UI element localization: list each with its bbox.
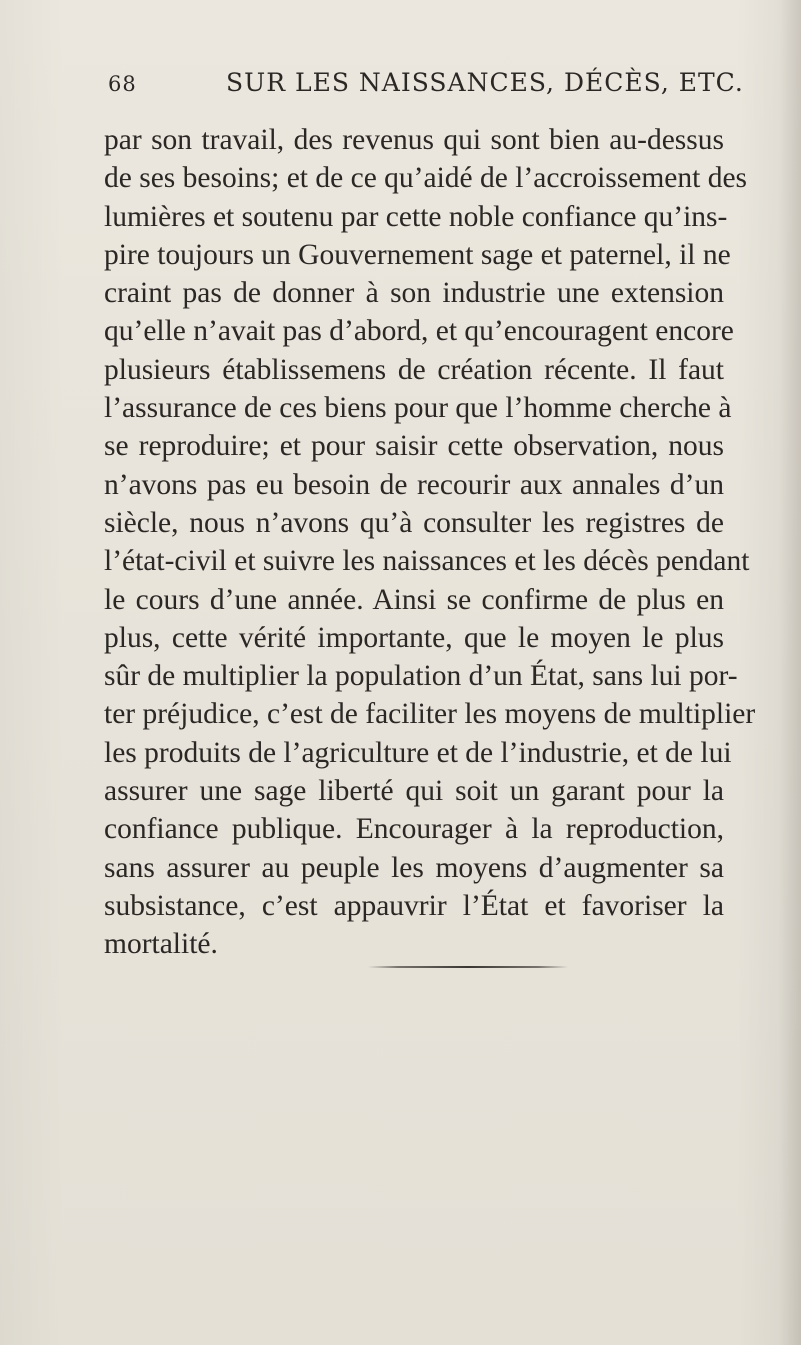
text-line: qu’elle n’avait pas d’abord, et qu’encouragent encore — [104, 315, 734, 348]
running-head: SUR LES NAISSANCES, DÉCÈS, ETC. — [226, 68, 744, 97]
page-edge-shadow — [779, 0, 801, 1345]
text-line: plusieurs établissemens de création récente. Il faut — [104, 353, 724, 386]
text-line: siècle, nous n’avons qu’à consulter les registres de — [104, 506, 724, 539]
text-line: l’assurance de ces biens pour que l’homme cherche à — [104, 392, 732, 425]
text-line: craint pas de donner à son industrie une extension — [104, 277, 724, 310]
text-line: sûr de multiplier la population d’un État, sans lui por- — [104, 660, 738, 693]
text-line: ter préjudice, c’est de faciliter les moyens de multiplier — [104, 698, 756, 731]
text-line: assurer une sage liberté qui soit un garant pour la — [104, 775, 724, 808]
text-line: mortalité. — [104, 928, 218, 961]
page-number: 68 — [108, 72, 137, 96]
text-line: par son travail, des revenus qui sont bien au-dessus — [104, 124, 724, 156]
page-header — [108, 68, 744, 102]
text-line: confiance publique. Encourager à la reproduction, — [104, 813, 724, 846]
text-line: les produits de l’agriculture et de l’industrie, et de lui — [104, 736, 732, 769]
text-line: de ses besoins; et de ce qu’aidé de l’accroissement des — [104, 162, 748, 195]
text-line: se reproduire; et pour saisir cette observation, nous — [104, 430, 724, 463]
text-line: sans assurer au peuple les moyens d’augmenter sa — [104, 851, 724, 884]
text-line: subsistance, c’est appauvrir l’État et favoriser la — [104, 889, 724, 922]
text-line: lumières et soutenu par cette noble confiance qu’ins- — [104, 200, 728, 233]
text-line: pire toujours un Gouvernement sage et paternel, il ne — [104, 238, 731, 271]
section-divider — [368, 966, 568, 968]
text-line: le cours d’une année. Ainsi se confirme de plus en — [104, 583, 724, 616]
text-line: plus, cette vérité importante, que le moyen le plus — [104, 621, 724, 654]
text-line: l’état-civil et suivre les naissances et les décès pendant — [104, 545, 750, 578]
body-paragraph — [104, 121, 756, 964]
text-line: n’avons pas eu besoin de recourir aux annales d’un — [104, 468, 724, 501]
